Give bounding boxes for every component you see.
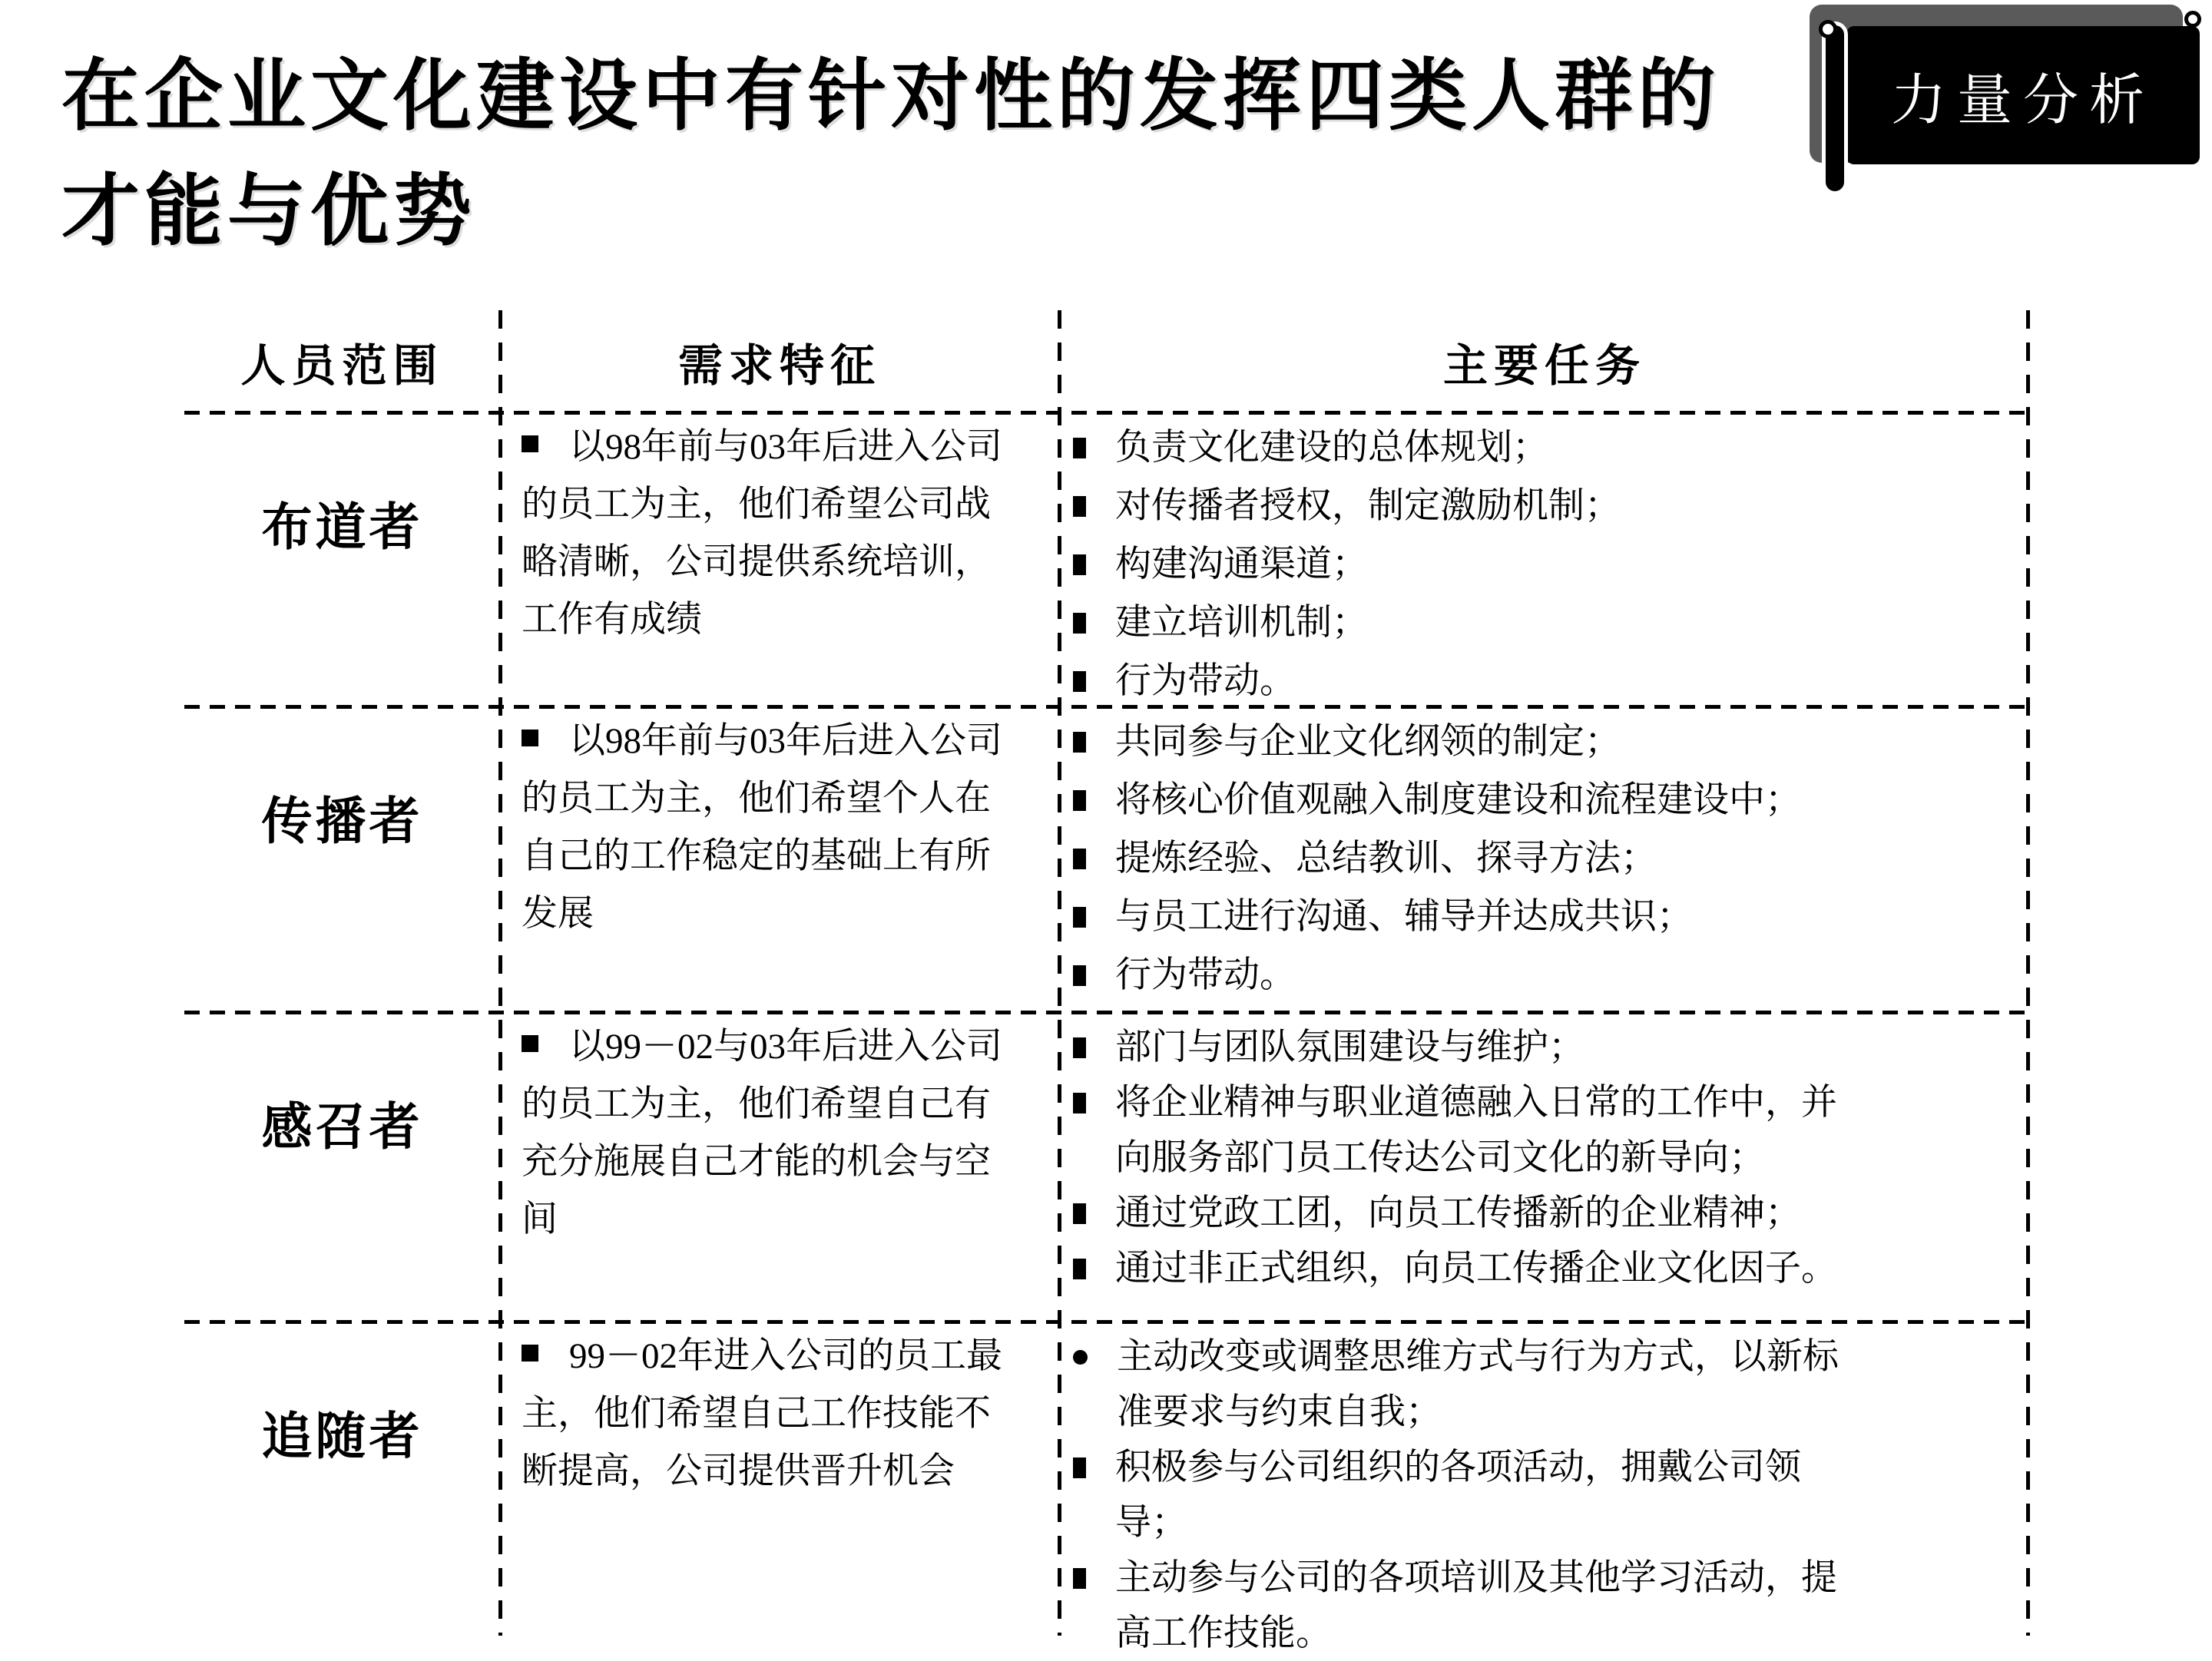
table-grid-line: [184, 1320, 2030, 1324]
table-grid-line: [498, 310, 502, 1636]
task-text: 行为带动。: [1115, 661, 1296, 701]
task-text: 行为带动。: [1115, 955, 1296, 995]
task-item: [1073, 1440, 2015, 1550]
task-text: 与员工进行沟通、辅导并达成共识；: [1115, 897, 1693, 937]
table-grid-line: [184, 1011, 2030, 1014]
bullet-square-icon: [1073, 732, 1086, 753]
column-header: 主要任务: [1442, 340, 1646, 391]
task-text: 通过党政工团，向员工传播新的企业精神；: [1115, 1193, 1801, 1233]
bullet-square-icon: [1073, 1259, 1086, 1279]
bullet-square-icon: [1073, 1568, 1086, 1589]
table-grid-line: [184, 411, 2030, 415]
task-text: 构建沟通渠道；: [1115, 544, 1368, 584]
bullet-square-icon: [1073, 790, 1086, 811]
bullet-square-icon: [1073, 438, 1086, 458]
task-item: [1073, 537, 2015, 592]
row-label: 追随者: [261, 1409, 423, 1465]
task-item: [1073, 1550, 2015, 1661]
bullet-square-icon: [1073, 1037, 1086, 1058]
bullet-square-icon: [1073, 907, 1086, 928]
task-text: 将核心价值观融入制度建设和流程建设中；: [1115, 780, 1801, 820]
task-text: 主动参与公司的各项培训及其他学习活动，提高工作技能。: [1115, 1558, 1837, 1653]
need-cell: [500, 1322, 1059, 1661]
task-item: [1073, 948, 2015, 1003]
task-text: 积极参与公司组织的各项活动，拥戴公司领导；: [1115, 1448, 1801, 1543]
tasks-cell: [1059, 706, 2030, 1012]
task-text: 通过非正式组织，向员工传播企业文化因子。: [1115, 1249, 1837, 1289]
task-item: [1073, 889, 2015, 945]
bullet-square-icon: [522, 1345, 538, 1362]
row-label: 布道者: [261, 500, 423, 556]
table-grid-line: [2026, 310, 2030, 1636]
task-text: 部门与团队氛围建设与维护；: [1115, 1027, 1584, 1067]
column-header: 需求特征: [677, 340, 881, 391]
bullet-round-icon: [1073, 1350, 1088, 1365]
bullet-square-icon: [1073, 965, 1086, 986]
bullet-square-icon: [1073, 1093, 1086, 1113]
need-cell: [500, 412, 1059, 706]
bullet-square-icon: [522, 1035, 538, 1052]
task-item: [1073, 1329, 2015, 1440]
table-grid-line: [1058, 310, 1061, 1636]
task-item: [1073, 714, 2015, 769]
banner-label: 力量分析: [1846, 26, 2200, 164]
task-text: 负责文化建设的总体规划；: [1115, 428, 1548, 468]
need-cell: [500, 706, 1059, 1012]
bullet-square-icon: [1073, 1203, 1086, 1224]
bullet-square-icon: [1073, 1458, 1086, 1478]
table-grid-line: [184, 705, 2030, 709]
bullet-square-icon: [522, 730, 538, 746]
bullet-square-icon: [1073, 849, 1086, 869]
tasks-cell: [1059, 412, 2030, 706]
task-text: 对传播者授权，制定激励机制；: [1115, 486, 1621, 526]
row-label: 感召者: [261, 1100, 423, 1156]
bullet-square-icon: [1073, 671, 1086, 692]
task-item: [1073, 420, 2015, 475]
task-item: [1073, 831, 2015, 886]
scroll-pole-icon: [1822, 22, 1848, 195]
bullet-square-icon: [1073, 554, 1086, 575]
bullet-square-icon: [1073, 613, 1086, 634]
task-item: [1073, 1186, 2015, 1241]
need-cell: [500, 1012, 1059, 1322]
need-text: 以98年前与03年后进入公司的员工为主，他们希望公司战略清晰，公司提供系统培训，工作有成绩: [522, 427, 1002, 640]
scroll-banner: [1810, 5, 2212, 204]
need-text: 99－02年进入公司的员工最主，他们希望自己工作技能不断提高，公司提供晋升机会: [522, 1336, 1002, 1491]
tasks-cell: [1059, 1012, 2030, 1322]
need-text: 以99－02与03年后进入公司的员工为主，他们希望自己有充分施展自己才能的机会与空间: [522, 1027, 1002, 1239]
task-text: 主动改变或调整思维方式与行为方式，以新标准要求与约束自我；: [1117, 1337, 1839, 1432]
four-groups-table: [184, 310, 2030, 1651]
task-text: 提炼经验、总结教训、探寻方法；: [1115, 839, 1657, 878]
task-text: 建立培训机制；: [1115, 603, 1368, 643]
task-item: [1073, 595, 2015, 650]
tasks-cell: [1059, 1322, 2030, 1661]
task-text: 将企业精神与职业道德融入日常的工作中，并向服务部门员工传达公司文化的新导向；: [1115, 1083, 1837, 1178]
scroll-curl-right-icon: [2184, 11, 2201, 28]
bullet-square-icon: [522, 435, 538, 452]
scroll-curl-left-icon: [1819, 20, 1837, 38]
task-item: [1073, 1075, 2015, 1186]
row-label: 传播者: [261, 794, 423, 850]
task-item: [1073, 773, 2015, 828]
column-header: 人员范围: [240, 340, 444, 391]
bullet-square-icon: [1073, 496, 1086, 517]
page-title-line-1: 在企业文化建设中有针对性的发挥四类人群的: [61, 52, 1720, 140]
task-item: [1073, 1241, 2015, 1296]
task-text: 共同参与企业文化纲领的制定；: [1115, 722, 1621, 762]
page-title: [61, 38, 1851, 269]
task-item: [1073, 1020, 2015, 1075]
task-item: [1073, 478, 2015, 534]
page-title-line-2: 才能与优势: [61, 167, 476, 255]
task-item: [1073, 653, 2015, 709]
need-text: 以98年前与03年后进入公司的员工为主，他们希望个人在自己的工作稳定的基础上有所发展: [522, 721, 1002, 934]
